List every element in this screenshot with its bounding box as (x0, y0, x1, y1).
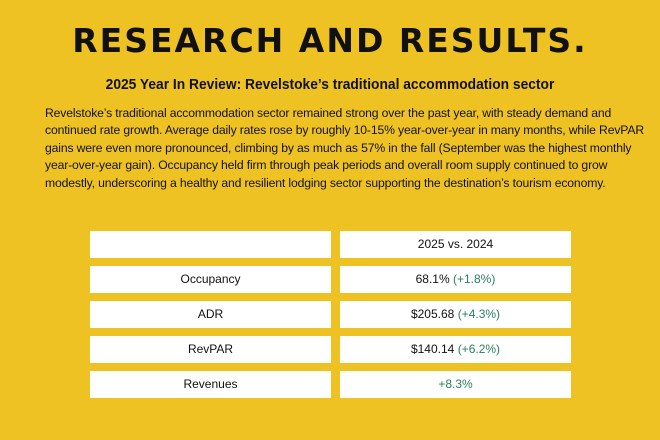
row-value-adr (340, 301, 571, 328)
row-value-occupancy (340, 266, 571, 293)
value-text: $140.14 (410, 342, 455, 356)
page-headline: RESEARCH AND RESULTS. (72, 21, 588, 60)
row-label-revenues: Revenues (90, 371, 331, 398)
value-text: $205.68 (410, 307, 455, 321)
delta-text: (+1.8%) (453, 272, 496, 286)
body-paragraph: Revelstoke’s traditional accommodation sector remained strong over the past year, with steady demand and continued rate growth. Average daily rates rose by roughly 10-15% year-over-year in many months, while RevPAR gains were even more pronounced, climbing by as much as 57% in the fall (September was the highest monthly year-over-year gain). Occupancy held firm through peak periods and overall room supply continued to grow modestly, underscoring a healthy and resilient lodging sector supporting the destination’s tourism economy. (45, 106, 644, 190)
row-value-revpar (340, 336, 571, 363)
header-value-cell: 2025 vs. 2024 (340, 231, 571, 258)
row-label-occupancy: Occupancy (90, 266, 331, 293)
delta-text: (+6.2%) (457, 342, 501, 356)
header-label-cell (90, 231, 331, 258)
table-row (90, 371, 571, 398)
delta-text: (+4.3%) (457, 307, 501, 321)
row-value-revenues (340, 371, 571, 398)
table-row (90, 336, 571, 363)
table-header-row (90, 231, 571, 258)
table-row (90, 301, 571, 328)
row-label-revpar: RevPAR (90, 336, 331, 363)
delta-text: +8.3% (438, 377, 473, 391)
table-row (90, 266, 571, 293)
page-subtitle: 2025 Year In Review: Revelstoke’s traditional accommodation sector (105, 76, 555, 93)
row-label-adr: ADR (90, 301, 331, 328)
stats-table (90, 231, 571, 406)
value-text: 68.1% (415, 272, 450, 286)
